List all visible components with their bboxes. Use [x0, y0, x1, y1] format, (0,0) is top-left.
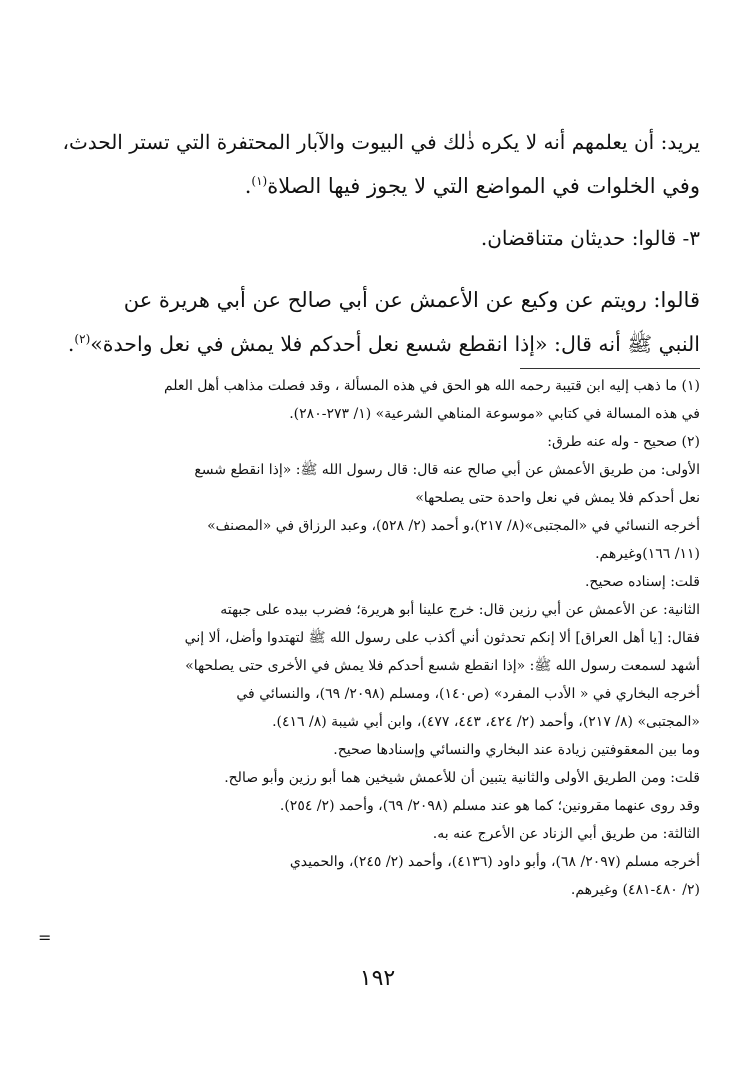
footnote-ref-1: (١)	[251, 174, 268, 188]
main-paragraph-2	[60, 278, 700, 366]
footnote-2-line-15: الثالثة: من طريق أبي الزناد عن الأعرج عنه به.	[432, 826, 700, 842]
footnote-2-line-1: (٢) صحيح - وله عنه طرق:	[547, 434, 700, 450]
footnote-2-line-4: أخرجه النسائي في «المجتبى»(٨/ ٢١٧)،و أحمد (٢/ ٥٢٨)، وعبد الرزاق في «المصنف»	[207, 518, 700, 534]
footnote-2-line-13: قلت: ومن الطريق الأولى والثانية يتبين أن للأعمش شيخين هما أبو رزين وأبو صالح.	[224, 770, 700, 786]
main-paragraph-1-line-2-end: .	[244, 174, 252, 198]
main-paragraph-1-line-1: يريد: أن يعلمهم أنه لا يكره ذٰلك في البيوت والآبار المحتفرة التي تستر الحدث،	[62, 130, 700, 154]
footnote-2-line-12: وما بين المعقوفتين زيادة عند البخاري والنسائي وإسنادها صحيح.	[333, 742, 700, 758]
footnote-separator	[520, 368, 700, 369]
footnote-2-line-10: أخرجه البخاري في « الأدب المفرد» (ص١٤٠)، ومسلم (٢٠٩٨/ ٦٩)، والنسائي في	[236, 686, 700, 702]
footnote-2-line-2: الأولى: من طريق الأعمش عن أبي صالح عنه قال: قال رسول الله ﷺ: «إذا انقطع شسع	[194, 462, 700, 478]
section-heading-text: ٣- قالوا: حديثان متناقضان.	[480, 226, 700, 250]
footnote-2-line-7: الثانية: عن الأعمش عن أبي رزين قال: خرج علينا أبو هريرة؛ فضرب بيده على جبهته	[220, 602, 700, 618]
continuation-mark: =	[38, 928, 52, 947]
footnote-2-line-5: (١١/ ١٦٦)وغيرهم.	[595, 546, 700, 562]
footnote-ref-2: (٢)	[74, 332, 91, 347]
footnote-2-line-16: أخرجه مسلم (٢٠٩٧/ ٦٨)، وأبو داود (٤١٣٦)، وأحمد (٢/ ٢٤٥)، والحميدي	[289, 854, 700, 870]
page-number: ١٩٢	[359, 966, 396, 991]
footnote-2-line-3: نعل أحدكم فلا يمش في نعل واحدة حتى يصلحها»	[415, 490, 700, 506]
footnote-2-line-17: (٢/ ٤٨٠-٤٨١) وغيرهم.	[570, 882, 700, 898]
main-paragraph-2-line-2	[60, 322, 700, 366]
main-paragraph-1-line-2-text: وفي الخلوات في المواضع التي لا يجوز فيها الصلاة	[267, 174, 700, 198]
main-paragraph-2-line-1: قالوا: رويتم عن وكيع عن الأعمش عن أبي صالح عن أبي هريرة عن	[123, 288, 700, 312]
footnote-2-line-8: فقال: [يا أهل العراق] ألا إنكم تحدثون أني أكذب على رسول الله ﷺ لتهتدوا وأضل، ألا إني	[184, 630, 700, 646]
footnote-1-line-2: في هذه المسالة في كتابي «موسوعة المناهي الشرعية» (١/ ٢٧٣-٢٨٠).	[289, 406, 700, 422]
footnote-1-line-1: (١) ما ذهب إليه ابن قتيبة رحمه الله هو الحق في هذه المسألة ، وقد فصلت مذاهب أهل العلم	[163, 378, 700, 394]
main-paragraph-2-line-2-text: النبي ﷺ أنه قال: «إذا انقطع شسع نعل أحدكم فلا يمش في نعل واحدة»	[90, 332, 700, 356]
section-heading	[60, 226, 700, 250]
footnote-2-line-9: أشهد لسمعت رسول الله ﷺ: «إذا انقطع شسع أحدكم فلا يمش في الأخرى حتى يصلحها»	[185, 658, 700, 674]
main-paragraph-2-line-2-end: .	[67, 332, 75, 356]
footnote-2-line-6: قلت: إسناده صحيح.	[584, 574, 700, 590]
footnote-2-line-11: «المجتبى» (٨/ ٢١٧)، وأحمد (٢/ ٤٢٤، ٤٤٣، ٤٧٧)، وابن أبي شيبة (٨/ ٤١٦).	[272, 714, 700, 730]
main-paragraph-1-line-2	[60, 164, 700, 208]
main-paragraph-1	[60, 120, 700, 208]
footnotes	[60, 372, 700, 904]
footnote-2-line-14: وقد روى عنهما مقرونين؛ كما هو عند مسلم (٢٠٩٨/ ٦٩)، وأحمد (٢/ ٢٥٤).	[279, 798, 700, 814]
